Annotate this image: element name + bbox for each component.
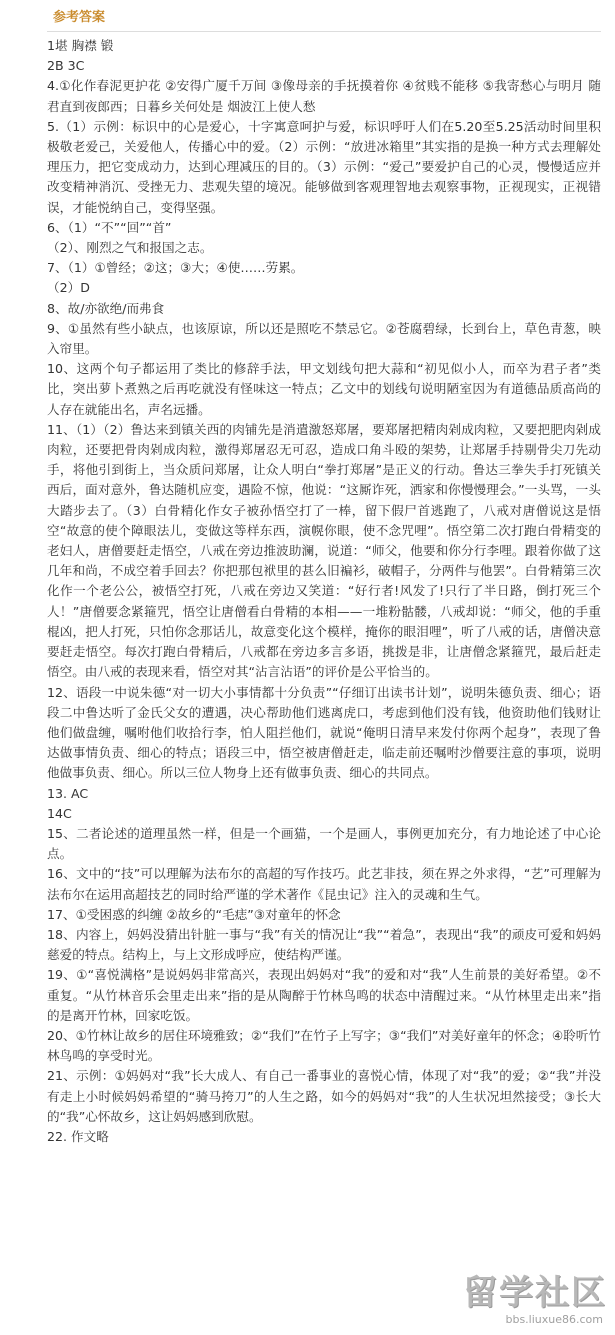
answer-13: 13. AC	[47, 785, 89, 801]
title-divider	[47, 31, 601, 32]
answer-12: 12、语段一中说朱德“对一切大小事情都十分负责”“仔细订出读书计划”，说明朱德负责、细心；语段二中鲁达听了金氏父女的遭遇，决心帮助他们逃离虎口，考虑到他们没有钱，他资助他们钱财让他们做盘缠，嘱咐他们收拾行李，怕人阻拦他们，就说“俺明日清早来发付你两个起身”，表现了鲁达做事情负责、细心的特点；语段三中，悟空被唐僧赶走，临走前还嘱咐沙僧要注意的事项，说明他做事负责、细心。所以三位人物身上还有做事负责、细心的共同点。	[47, 684, 601, 781]
answer-20: 20、①竹林让故乡的居住环境雅致；②“我们”在竹子上写字；③“我们”对美好童年的怀念；④聆听竹林鸟鸣的享受时光。	[47, 1027, 601, 1064]
answer-6-1: 6、（1）“不”“回”“首”	[47, 219, 172, 235]
answer-14: 14C	[47, 805, 72, 821]
answer-4: 4.①化作春泥更护花 ②安得广厦千万间 ③像母亲的手抚摸着你 ④贫贱不能移 ⑤我寄愁心与明月 随君直到夜郎西；日暮乡关何处是 烟波江上使人愁	[47, 78, 601, 114]
answer-8: 8、故/亦欲绝/而弗食	[47, 300, 165, 316]
answer-11: 11、（1）（2）鲁达来到镇关西的肉铺先是消遣激怒郑屠，要郑屠把精肉剁成肉粒，又要把肥肉剁成肉粒，还要把骨肉剁成肉粒，激得郑屠忍无可忍，造成口角斗殴的架势，让郑屠手持剔骨尖刀先动手，将他引到街上，当众质问郑屠，让众人明白“拳打郑屠”是正义的行动。鲁达三拳失手打死镇关西后，面对意外，鲁达随机应变，遇险不惊，他说：“这厮诈死，洒家和你慢慢理会。”一头骂，一头大踏步去了。（3）白骨精化作女子被孙悟空打了一棒，留下假尸首逃跑了，八戒对唐僧说这是悟空“故意的使个障眼法儿，变做这等样东西，演幌你眼，使不念咒哩”。悟空第二次打跑白骨精变的老妇人，唐僧要赶走悟空，八戒在旁边推波助澜，说道：“师父，他要和你分行李哩。跟着你做了这几年和尚，不成空着手回去？你把那包袱里的甚么旧褊衫，破帽子，分两件与他罢”。白骨精第三次化作一个老公公，被悟空打死，八戒在旁边又笑道：“好行者!风发了!只行了半日路，倒打死三个人！”唐僧要念紧箍咒，悟空让唐僧看白骨精的本相——一堆粉骷髅，八戒却说：“师父，他的手重棍凶，把人打死，只怕你念那话儿，故意变化这个模样，掩你的眼泪哩”，听了八戒的话，唐僧决意要赶走悟空。每次打跑白骨精后，八戒都在旁边多言多语，挑拨是非，让唐僧念紧箍咒，最后赶走悟空。由八戒的表现来看，悟空对其“沾言沾语”的评价是公平恰当的。	[47, 421, 601, 680]
answer-7-1: 7、（1）①曾经；②这；③大；④使……劳累。	[47, 260, 304, 276]
answer-15: 15、二者论述的道理虽然一样，但是一个画猫，一个是画人，事例更加充分，有力地论述了中心论点。	[47, 825, 601, 862]
answer-9: 9、①虽然有些小缺点，也该原谅，所以还是照吃不禁忌它。②苍腐碧绿，长到台上，草色青葱，映入帘里。	[47, 320, 601, 357]
answer-2-3: 2B 3C	[47, 58, 85, 74]
answer-18: 18、内容上，妈妈没猜出针脏一事与“我”有关的情况让“我”“着急”，表现出“我”的顽皮可爱和妈妈慈爱的特点。结构上，与上文形成呼应，使结构严谨。	[47, 926, 601, 963]
answer-16: 16、文中的“技”可以理解为法布尔的高超的写作技巧。此艺非技，须在界之外求得，“艺”可理解为法布尔在运用高超技艺的同时给严谨的学术著作《昆虫记》注入的灵魂和生气。	[47, 866, 601, 902]
answer-21: 21、示例：①妈妈对“我”长大成人、有自己一番事业的喜悦心情，体现了对“我”的爱；②“我”并没有走上小时候妈妈希望的“骑马挎刀”的人生之路，如今的妈妈对“我”的人生状况坦然接受；③长大的“我”心怀故乡，这让妈妈感到欣慰。	[47, 1068, 601, 1124]
answer-5: 5.（1）示例：标识中的心是爱心，十字寓意呵护与爱，标识呼吁人们在5.20至5.25活动时间里积极敬老爱己，关爱他人，传播心中的爱。（2）示例：“放进冰箱里”其实指的是换一种方式去理解处理压力，把它变成动力，达到心理减压的目的。（3）示例：“爱己”要爱护自己的心灵，慢慢适应并改变精神消沉、受挫无力、悲观失望的境况。能够做到客观理智地去观察事物，正视现实，正视错误，才能悦纳自己，变得坚强。	[47, 118, 601, 215]
site-watermark	[439, 1273, 607, 1329]
answer-19: 19、①“喜悦满格”是说妈妈非常高兴，表现出妈妈对“我”的爱和对“我”人生前景的美好希望。②不重复。“从竹林音乐会里走出来”指的是从陶醉于竹林鸟鸣的状态中清醒过来。“从竹林里走出来”指的是离开竹林，回家吃饭。	[47, 967, 601, 1023]
watermark-url: bbs.liuxue86.com	[505, 1313, 603, 1326]
answer-6-2: （2）、刚烈之气和报国之志。	[47, 240, 213, 256]
answer-22: 22. 作文略	[47, 1128, 109, 1144]
answer-1: 1堪 胸襟 锻	[47, 38, 114, 53]
answer-10: 10、这两个句子都运用了类比的修辞手法，甲文划线句把大蒜和“初见似小人，而卒为君子者”类比，突出萝卜煮熟之后再吃就没有怪味这一特点；乙文中的划线句说明陋室因为有道德品质高尚的人存在就能出名，声名远播。	[47, 361, 601, 417]
page-title: 参考答案	[53, 10, 106, 25]
answer-7-2: （2）D	[47, 280, 90, 296]
answer-17: 17、①受困惑的纠缠 ②故乡的“毛痣”③对童年的怀念	[47, 906, 341, 922]
watermark-logo: 留学社区	[463, 1273, 607, 1313]
